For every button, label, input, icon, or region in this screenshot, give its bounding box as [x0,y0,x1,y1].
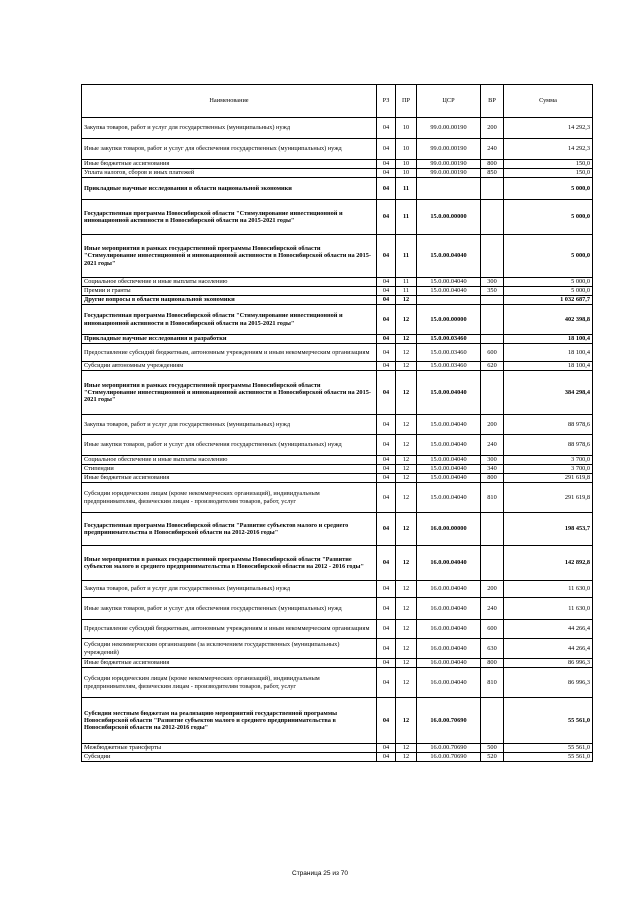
header-csr: ЦСР [417,85,481,118]
cell-vr: 500 [481,744,504,753]
cell-name: Закупка товаров, работ и услуг для государственных (муниципальных) нужд [82,581,377,598]
cell-csr: 15.0.00.04040 [417,474,481,483]
cell-sum: 291 619,8 [504,474,593,483]
cell-vr: 200 [481,118,504,139]
cell-rz: 04 [377,200,396,235]
cell-name: Иные бюджетные ассигнования [82,659,377,668]
cell-pr: 12 [396,335,417,344]
table-row [82,278,593,287]
cell-vr [481,178,504,200]
cell-name: Иные бюджетные ассигнования [82,474,377,483]
cell-csr: 16.0.00.04040 [417,581,481,598]
cell-pr: 10 [396,169,417,178]
cell-csr: 15.0.00.04040 [417,287,481,296]
cell-sum: 198 453,7 [504,513,593,546]
cell-sum: 14 292,3 [504,139,593,160]
cell-name: Иные мероприятия в рамках государственной программы Новосибирской области "Развитие субъектов малого и среднего предпринимательства в Новосибирской области на 2012 - 2016 годы" [82,546,377,581]
cell-vr: 810 [481,483,504,513]
cell-name: Субсидии автономным учреждениям [82,362,377,371]
cell-pr: 11 [396,278,417,287]
header-rz: РЗ [377,85,396,118]
cell-rz: 04 [377,305,396,335]
table-row [82,698,593,744]
cell-pr: 12 [396,362,417,371]
table-row [82,598,593,620]
cell-pr: 10 [396,118,417,139]
cell-sum: 18 100,4 [504,344,593,362]
cell-csr: 16.0.00.70690 [417,698,481,744]
cell-csr: 15.0.00.04040 [417,456,481,465]
cell-sum: 150,0 [504,169,593,178]
cell-name: Стипендии [82,465,377,474]
cell-sum: 3 700,0 [504,465,593,474]
cell-vr: 300 [481,278,504,287]
cell-sum: 150,0 [504,160,593,169]
table-row [82,581,593,598]
cell-rz: 04 [377,668,396,698]
table-row [82,371,593,415]
cell-name: Закупка товаров, работ и услуг для государственных (муниципальных) нужд [82,118,377,139]
table-row [82,160,593,169]
cell-name: Социальное обеспечение и иные выплаты населению [82,278,377,287]
cell-rz: 04 [377,483,396,513]
cell-rz: 04 [377,598,396,620]
cell-pr: 10 [396,160,417,169]
cell-name: Государственная программа Новосибирской области "Стимулирование инвестиционной и инновационной активности в Новосибирской области на 2015-2021 годы" [82,200,377,235]
cell-vr [481,698,504,744]
cell-csr: 15.0.00.00000 [417,305,481,335]
table-header-row [82,85,593,118]
cell-vr [481,546,504,581]
cell-pr: 11 [396,178,417,200]
cell-sum: 291 619,8 [504,483,593,513]
cell-sum: 86 996,3 [504,668,593,698]
cell-pr: 12 [396,513,417,546]
cell-csr: 16.0.00.70690 [417,744,481,753]
cell-vr: 520 [481,753,504,762]
table-row [82,474,593,483]
cell-vr [481,305,504,335]
cell-vr: 620 [481,362,504,371]
cell-pr: 12 [396,659,417,668]
table-row [82,178,593,200]
cell-csr [417,296,481,305]
table-row [82,287,593,296]
header-vr: ВР [481,85,504,118]
table-row [82,296,593,305]
cell-pr: 11 [396,200,417,235]
cell-pr: 11 [396,235,417,278]
cell-name: Субсидии местным бюджетам на реализацию мероприятий государственной программы Новосибирской области "Развитие субъектов малого и среднего предпринимательства в Новосибирской области на 2012-2016 годы" [82,698,377,744]
cell-rz: 04 [377,362,396,371]
cell-name: Премии и гранты [82,287,377,296]
cell-sum: 3 700,0 [504,456,593,465]
cell-name: Уплата налогов, сборов и иных платежей [82,169,377,178]
table-row [82,415,593,435]
cell-sum: 11 630,0 [504,598,593,620]
cell-csr: 15.0.00.03460 [417,344,481,362]
cell-csr: 15.0.00.04040 [417,278,481,287]
cell-vr: 240 [481,598,504,620]
cell-csr: 16.0.00.70690 [417,753,481,762]
cell-sum: 14 292,3 [504,118,593,139]
table-row [82,513,593,546]
cell-pr: 12 [396,415,417,435]
cell-name: Субсидии юридическим лицам (кроме некоммерческих организаций), индивидуальным предпринимателям, физическим лицам - производителям товаров, работ, услуг [82,483,377,513]
cell-name: Государственная программа Новосибирской области "Развитие субъектов малого и среднего предпринимательства в Новосибирской области на 2012-2016 годы" [82,513,377,546]
cell-rz: 04 [377,371,396,415]
cell-pr: 10 [396,139,417,160]
cell-sum: 11 630,0 [504,581,593,598]
cell-sum: 18 100,4 [504,335,593,344]
cell-name: Межбюджетные трансферты [82,744,377,753]
cell-pr: 12 [396,639,417,659]
cell-sum: 44 266,4 [504,639,593,659]
cell-vr [481,371,504,415]
cell-vr: 240 [481,435,504,456]
cell-rz: 04 [377,287,396,296]
cell-rz: 04 [377,435,396,456]
cell-csr: 15.0.00.03460 [417,335,481,344]
cell-sum: 1 032 687,7 [504,296,593,305]
cell-sum: 44 266,4 [504,620,593,639]
cell-name: Субсидии некоммерческим организациям (за исключением государственных (муниципальных) учреждений) [82,639,377,659]
cell-csr: 16.0.00.04040 [417,639,481,659]
cell-csr: 16.0.00.04040 [417,620,481,639]
cell-vr: 800 [481,474,504,483]
cell-rz: 04 [377,160,396,169]
cell-rz: 04 [377,335,396,344]
cell-rz: 04 [377,546,396,581]
cell-name: Иные закупки товаров, работ и услуг для обеспечения государственных (муниципальных) нужд [82,435,377,456]
cell-rz: 04 [377,139,396,160]
cell-vr: 850 [481,169,504,178]
page-footer: Страница 25 из 70 [292,870,348,877]
cell-rz: 04 [377,474,396,483]
cell-csr: 15.0.00.04040 [417,235,481,278]
cell-vr: 800 [481,160,504,169]
table-row [82,200,593,235]
cell-csr: 15.0.00.04040 [417,435,481,456]
cell-name: Социальное обеспечение и иные выплаты населению [82,456,377,465]
cell-pr: 12 [396,753,417,762]
cell-sum: 5 000,0 [504,200,593,235]
cell-rz: 04 [377,456,396,465]
cell-name: Иные бюджетные ассигнования [82,160,377,169]
table-row [82,139,593,160]
cell-vr: 600 [481,620,504,639]
cell-pr: 12 [396,456,417,465]
cell-vr: 600 [481,344,504,362]
cell-name: Иные закупки товаров, работ и услуг для обеспечения государственных (муниципальных) нужд [82,139,377,160]
table-row [82,235,593,278]
cell-name: Прикладные научные исследования и разработки [82,335,377,344]
cell-pr: 12 [396,305,417,335]
cell-sum: 142 892,8 [504,546,593,581]
cell-sum: 55 561,0 [504,753,593,762]
cell-pr: 12 [396,296,417,305]
table-row [82,456,593,465]
cell-pr: 12 [396,598,417,620]
cell-sum: 88 978,6 [504,435,593,456]
cell-rz: 04 [377,698,396,744]
cell-name: Другие вопросы в области национальной экономики [82,296,377,305]
cell-csr: 99.0.00.00190 [417,118,481,139]
cell-csr: 15.0.00.04040 [417,415,481,435]
cell-sum: 5 000,0 [504,235,593,278]
table-row [82,305,593,335]
cell-csr: 16.0.00.00000 [417,513,481,546]
table-row [82,744,593,753]
cell-sum: 18 100,4 [504,362,593,371]
table-row [82,362,593,371]
cell-csr: 99.0.00.00190 [417,139,481,160]
cell-csr: 16.0.00.04040 [417,598,481,620]
header-name: Наименование [82,85,377,118]
cell-rz: 04 [377,296,396,305]
cell-rz: 04 [377,118,396,139]
cell-rz: 04 [377,465,396,474]
table-row [82,169,593,178]
cell-vr [481,235,504,278]
table-body [82,118,593,762]
cell-vr [481,513,504,546]
cell-sum: 5 000,0 [504,278,593,287]
cell-vr: 340 [481,465,504,474]
cell-pr: 12 [396,668,417,698]
cell-vr: 350 [481,287,504,296]
cell-sum: 55 561,0 [504,698,593,744]
cell-vr [481,296,504,305]
cell-csr: 99.0.00.00190 [417,169,481,178]
table-row [82,620,593,639]
cell-pr: 12 [396,371,417,415]
table-row [82,546,593,581]
cell-vr: 800 [481,659,504,668]
cell-name: Государственная программа Новосибирской области "Стимулирование инвестиционной и инновационной активности в Новосибирской области на 2015-2021 годы" [82,305,377,335]
cell-name: Предоставление субсидий бюджетным, автономным учреждениям и иным некоммерческим организациям [82,620,377,639]
cell-rz: 04 [377,639,396,659]
cell-pr: 12 [396,620,417,639]
table-row [82,344,593,362]
cell-csr: 16.0.00.04040 [417,668,481,698]
table-row [82,753,593,762]
header-pr: ПР [396,85,417,118]
cell-csr: 15.0.00.04040 [417,465,481,474]
cell-sum: 88 978,6 [504,415,593,435]
cell-pr: 12 [396,474,417,483]
cell-sum: 55 561,0 [504,744,593,753]
cell-name: Прикладные научные исследования в области национальной экономики [82,178,377,200]
cell-rz: 04 [377,753,396,762]
cell-name: Иные мероприятия в рамках государственной программы Новосибирской области "Стимулирование инвестиционной и инновационной активности в Новосибирской области на 2015-2021 годы" [82,371,377,415]
cell-csr: 16.0.00.04040 [417,659,481,668]
cell-rz: 04 [377,659,396,668]
cell-rz: 04 [377,178,396,200]
cell-rz: 04 [377,620,396,639]
cell-name: Субсидии юридическим лицам (кроме некоммерческих организаций), индивидуальным предпринимателям, физическим лицам - производителям товаров, работ, услуг [82,668,377,698]
cell-rz: 04 [377,169,396,178]
cell-vr: 240 [481,139,504,160]
cell-rz: 04 [377,415,396,435]
table-row [82,435,593,456]
cell-rz: 04 [377,344,396,362]
cell-rz: 04 [377,278,396,287]
cell-pr: 12 [396,698,417,744]
cell-rz: 04 [377,744,396,753]
cell-pr: 12 [396,744,417,753]
cell-vr: 200 [481,415,504,435]
cell-csr: 15.0.00.04040 [417,371,481,415]
table-row [82,483,593,513]
cell-vr: 810 [481,668,504,698]
header-sum: Сумма [504,85,593,118]
cell-rz: 04 [377,581,396,598]
cell-sum: 86 996,3 [504,659,593,668]
table-row [82,118,593,139]
cell-csr: 99.0.00.00190 [417,160,481,169]
cell-name: Закупка товаров, работ и услуг для государственных (муниципальных) нужд [82,415,377,435]
cell-csr: 15.0.00.00000 [417,200,481,235]
cell-csr [417,178,481,200]
cell-rz: 04 [377,235,396,278]
cell-sum: 402 398,8 [504,305,593,335]
cell-pr: 12 [396,435,417,456]
cell-name: Иные мероприятия в рамках государственной программы Новосибирской области "Стимулирование инвестиционной и инновационной активности в Новосибирской области на 2015-2021 годы" [82,235,377,278]
table-row [82,668,593,698]
cell-sum: 384 298,4 [504,371,593,415]
cell-vr [481,200,504,235]
cell-sum: 5 000,0 [504,178,593,200]
cell-vr: 200 [481,581,504,598]
cell-name: Субсидии [82,753,377,762]
cell-rz: 04 [377,513,396,546]
cell-vr: 630 [481,639,504,659]
cell-name: Иные закупки товаров, работ и услуг для обеспечения государственных (муниципальных) нужд [82,598,377,620]
cell-pr: 12 [396,581,417,598]
cell-sum: 5 000,0 [504,287,593,296]
cell-vr [481,335,504,344]
table-row [82,659,593,668]
cell-csr: 15.0.00.04040 [417,483,481,513]
cell-vr: 300 [481,456,504,465]
cell-pr: 12 [396,465,417,474]
cell-pr: 12 [396,546,417,581]
table-row [82,335,593,344]
cell-pr: 12 [396,483,417,513]
cell-name: Предоставление субсидий бюджетным, автономным учреждениям и иным некоммерческим организациям [82,344,377,362]
cell-csr: 16.0.00.04040 [417,546,481,581]
table-row [82,465,593,474]
cell-csr: 15.0.00.03460 [417,362,481,371]
cell-pr: 12 [396,344,417,362]
budget-table [81,84,593,762]
table-row [82,639,593,659]
cell-pr: 11 [396,287,417,296]
